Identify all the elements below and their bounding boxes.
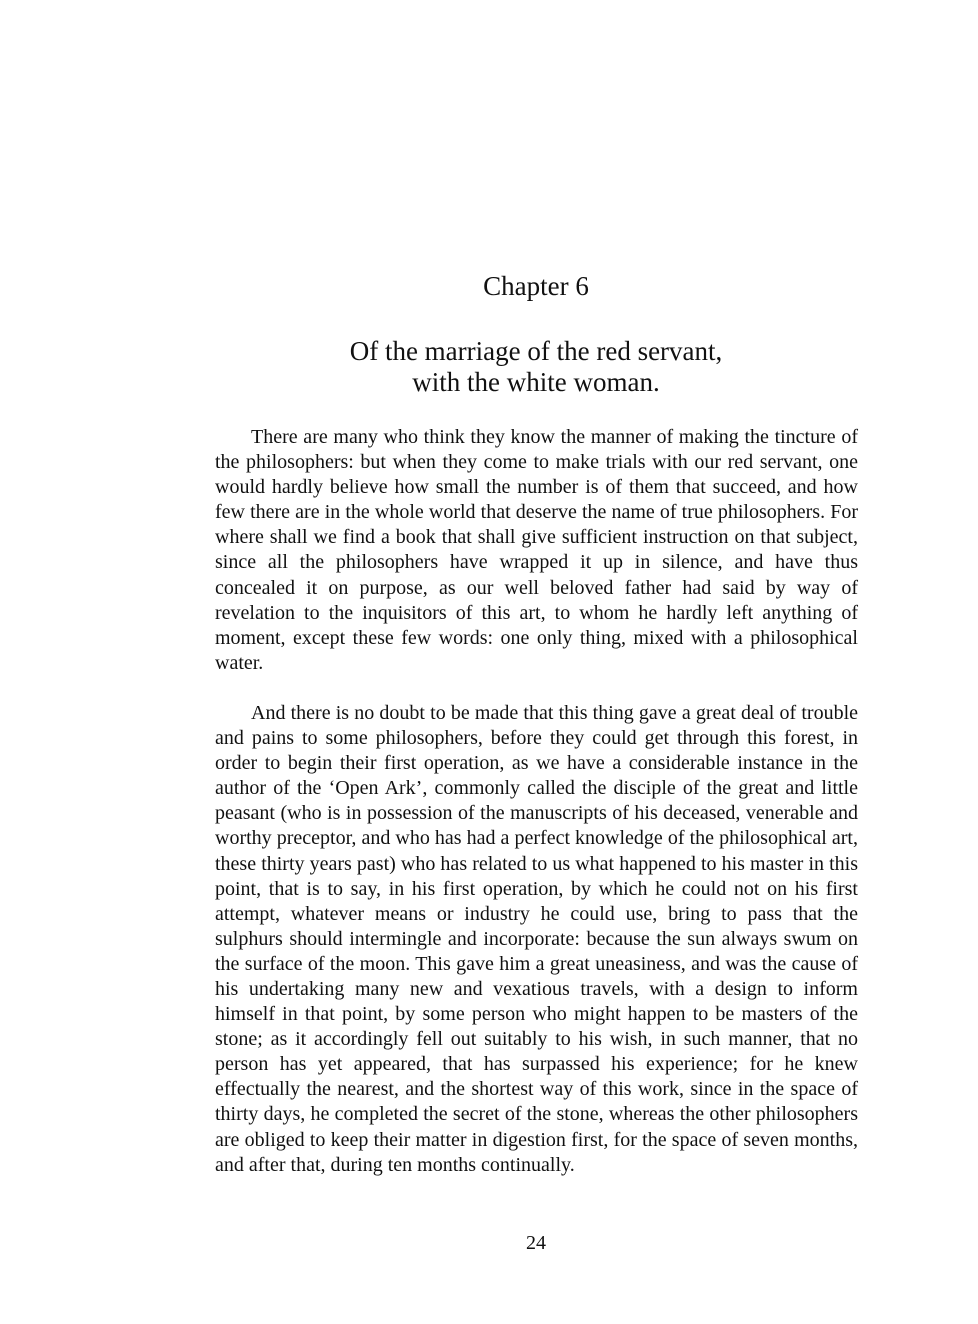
chapter-number: Chapter 6 <box>483 271 589 301</box>
paragraph-2: And there is no doubt to be made that this thing gave a great deal of trouble and pains to some philosophers, before they could get through this forest, in order to begin their first operation, as we have a considerable instance in the author of the ‘Open Ark’, commonly called the disciple of the great and little peasant (who is in possession of the manuscripts of his deceased, venerable and worthy preceptor, and who has had a perfect knowledge of the philosophical art, these thirty years past) who has related to us what happened to his master in this point, that is to say, in his first operation, by which he could not on his first attempt, whatever means or industry he could use, bring to pass that the sulphurs should intermingle and incorporate: because the sun always swum on the surface of the moon. This gave him a great uneasiness, and was the cause of his undertaking many new and vexatious travels, with a design to inform himself in that point, by some person who might happen to be masters of the stone; as it accordingly fell out suitably to his wish, in such manner, that no person has yet appeared, that has surpassed his experience; for he knew effectually the nearest, and the shortest way of this work, since in the space of thirty days, he completed the secret of the stone, whereas the other philosophers are obliged to keep their matter in digestion first, for the space of seven months, and after that, during ten months continually. <box>215 701 858 1176</box>
page-number: 24 <box>526 1232 546 1254</box>
body-text <box>215 425 858 1178</box>
chapter-title-line-2: with the white woman. <box>412 367 660 397</box>
paragraph-1: There are many who think they know the manner of making the tincture of the philosophers: but when they come to make trials with our red servant, one would hardly believe how small the number is of them that succeed, and how few there are in the whole world that deserve the name of true philosophers. For where shall we find a book that shall give sufficient instruction on that subject, since all the philosophers have wrapped it up in silence, and have thus concealed it on purpose, as our well beloved father had said by way of revelation to the inquisitors of this art, to whom he hardly left anything of moment, except these few words: one only thing, mixed with a philosophical water. <box>215 426 858 674</box>
chapter-title <box>0 336 978 398</box>
chapter-title-line-1: Of the marriage of the red servant, <box>349 336 723 366</box>
